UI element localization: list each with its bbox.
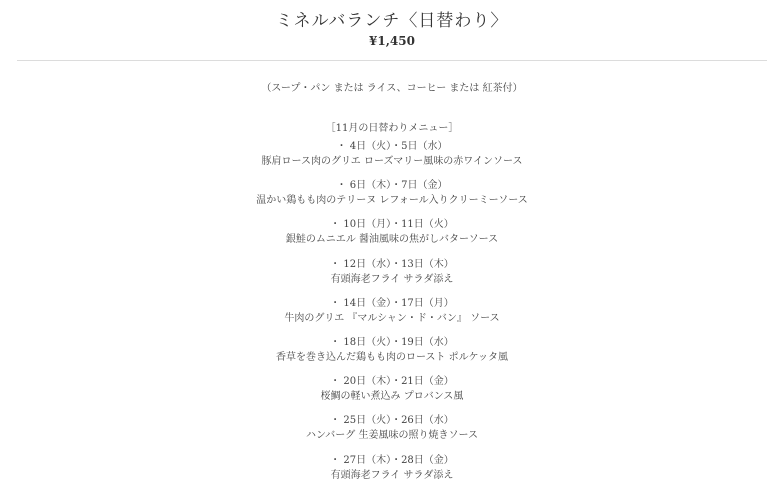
list-item <box>0 335 784 374</box>
menu-item-dates: ・ 14日（金）・17日（月） <box>330 297 454 309</box>
menu-item-dish: 温かい鶏もも肉のテリーヌ レフォール入りクリーミーソース <box>256 195 528 207</box>
list-item <box>0 453 784 492</box>
menu-item-dish: 桜鯛の軽い煮込み プロバンス風 <box>320 391 464 403</box>
included-items-note: （スープ・パン または ライス、コーヒー または 紅茶付） <box>261 83 523 94</box>
menu-item-dish: 銀鮭のムニエル 醤油風味の焦がしバターソース <box>285 234 499 246</box>
menu-item-dates: ・ 20日（木）・21日（金） <box>330 376 454 388</box>
list-item <box>0 217 784 256</box>
menu-item-dish: 香草を巻き込んだ鶏もも肉のロースト ポルケッタ風 <box>276 351 508 363</box>
menu-heading: ［11月の日替わりメニュー］ <box>325 123 459 134</box>
menu-item-dates: ・ 18日（火）・19日（水） <box>330 336 454 348</box>
menu-item-dates: ・ 25日（火）・26日（水） <box>330 415 454 427</box>
page-title: ミネルバランチ〈日替わり〉 <box>275 11 509 31</box>
list-item <box>0 296 784 335</box>
menu-item-dates: ・ 10日（月）・11日（火） <box>330 219 454 231</box>
price-label: ¥1,450 <box>369 34 415 48</box>
list-item <box>0 374 784 413</box>
menu-item-dish: 有頭海老フライ サラダ添え <box>330 469 454 481</box>
menu-item-dates: ・ 27日（木）・28日（金） <box>330 454 454 466</box>
daily-menu-list <box>0 139 784 492</box>
menu-item-dish: 牛肉のグリエ 『マルシャン・ド・バン』 ソース <box>284 312 500 324</box>
list-item <box>0 257 784 296</box>
list-item <box>0 413 784 452</box>
menu-item-dates: ・ 12日（水）・13日（木） <box>330 258 454 270</box>
menu-item-dish: ハンバーグ 生姜風味の照り焼きソース <box>306 430 478 442</box>
menu-item-dates: ・ 4日（火）・5日（水） <box>336 141 448 152</box>
menu-item-dates: ・ 6日（木）・7日（金） <box>336 180 448 192</box>
list-item <box>0 178 784 217</box>
list-item <box>0 139 784 178</box>
menu-item-dish: 豚肩ロース肉のグリエ ローズマリー風味の赤ワインソース <box>261 156 523 167</box>
menu-item-dish: 有頭海老フライ サラダ添え <box>330 273 454 285</box>
divider <box>17 60 767 61</box>
